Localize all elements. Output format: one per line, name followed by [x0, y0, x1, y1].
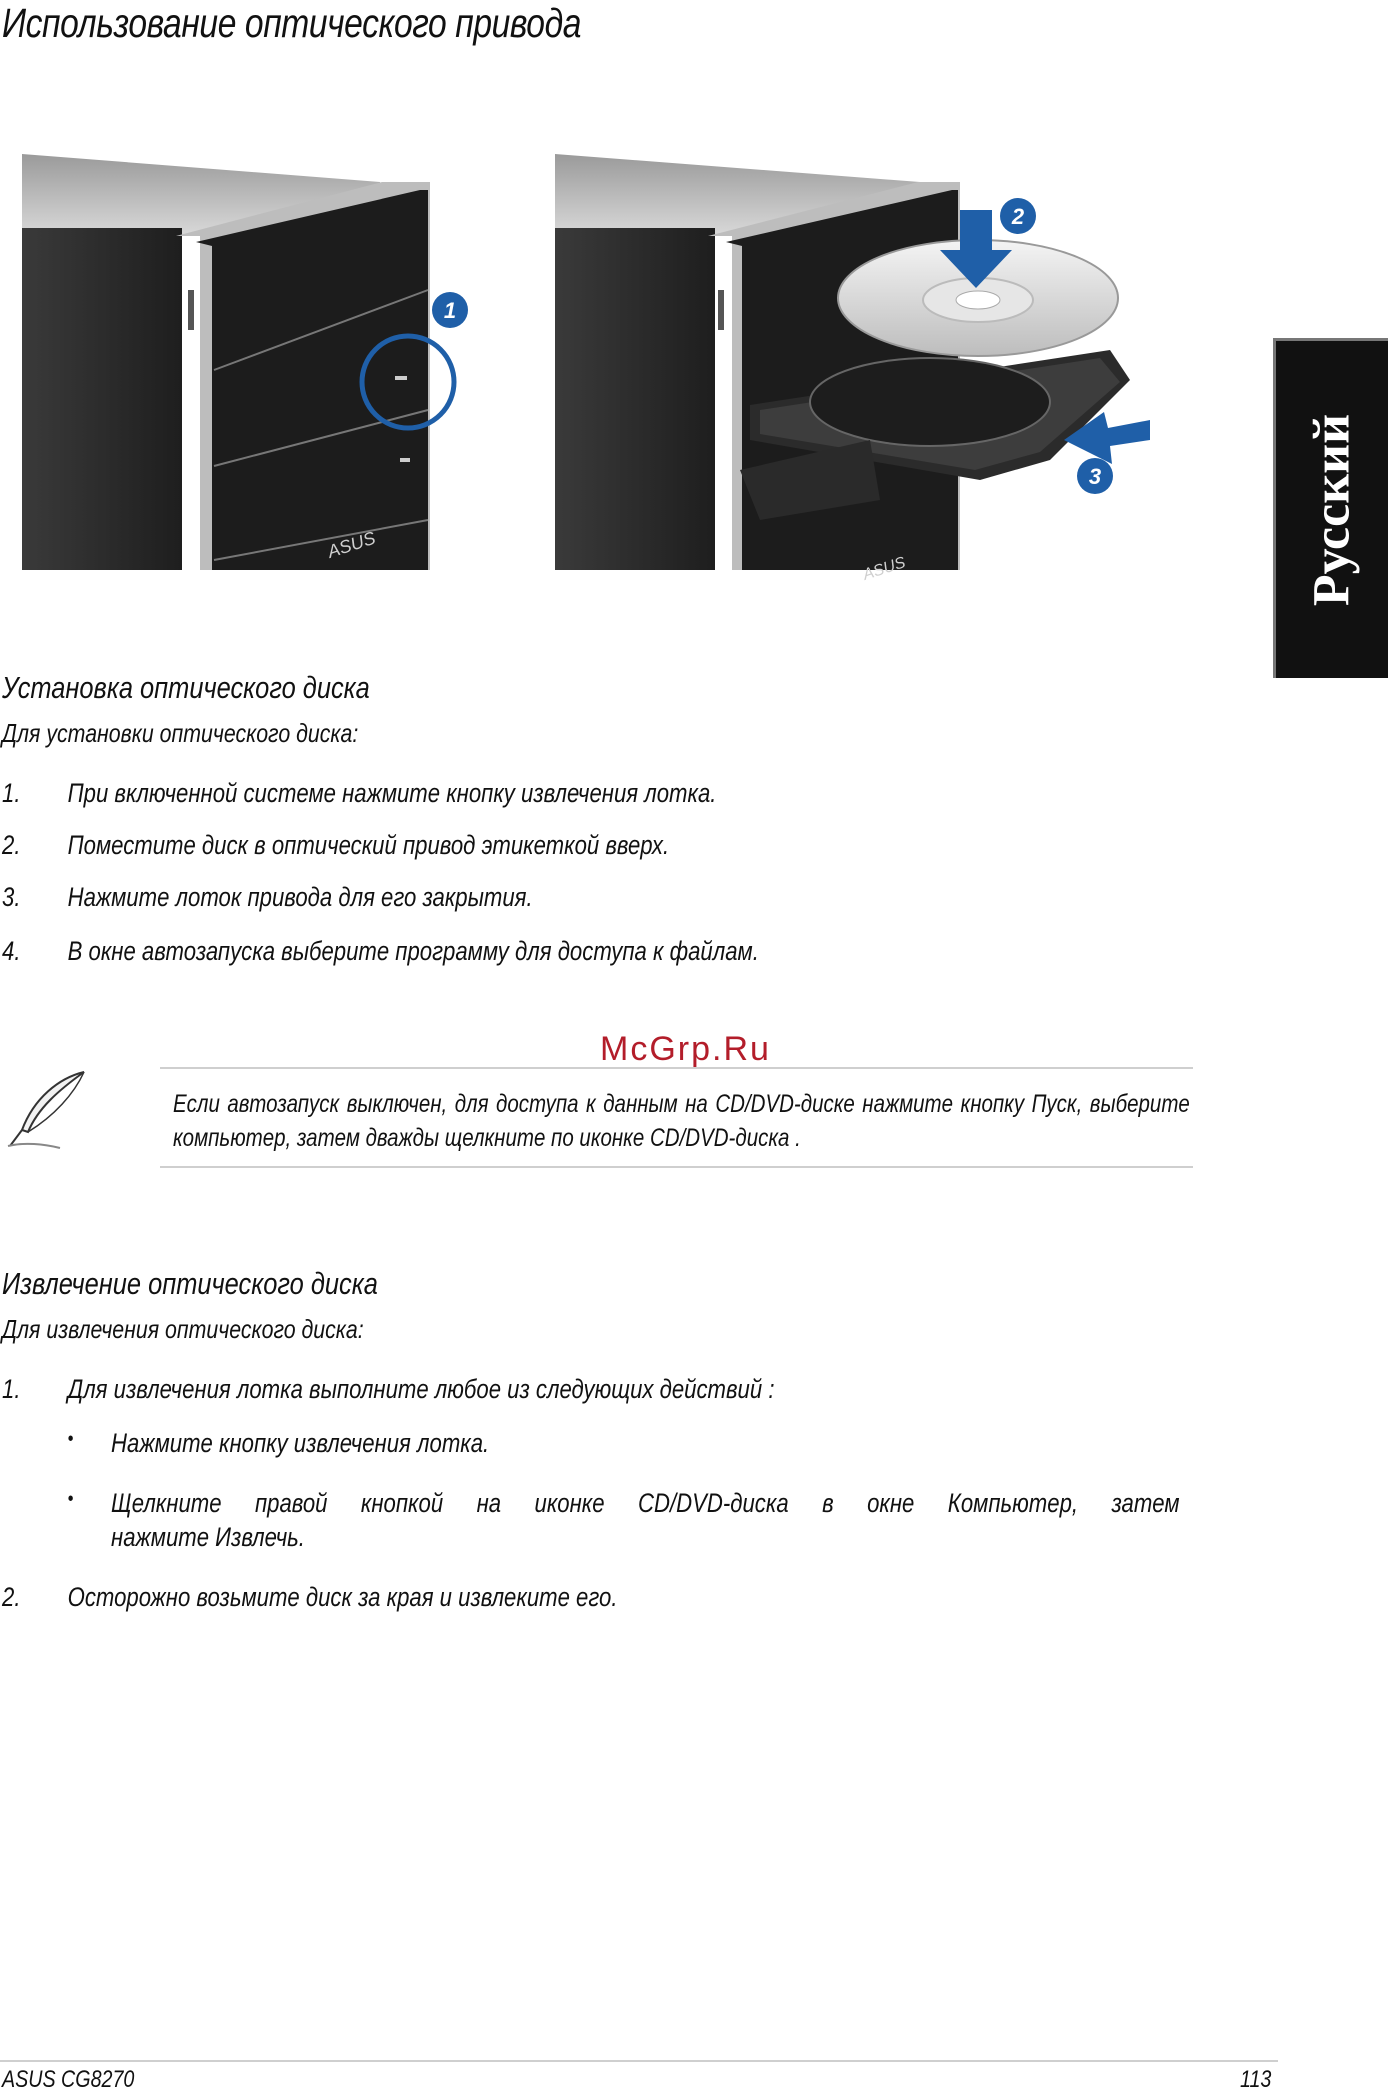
step-text: При включенной системе нажмите кнопку извлечения лотка. — [67, 778, 717, 808]
computer-left — [22, 154, 468, 570]
callout-3-badge — [1077, 458, 1113, 494]
page-number: 113 — [1240, 2066, 1272, 2093]
install-step-4 — [2, 936, 986, 970]
eject-bullet-1 — [2, 1428, 986, 1462]
bullet-text-line1: Щелкните правой кнопкой на иконке CD/DVD-диска в окне Компьютер, затем — [111, 1488, 1180, 1518]
watermark: McGrp.Ru — [600, 1030, 771, 1068]
install-step-3 — [2, 882, 986, 916]
step-number: 2. — [2, 830, 21, 860]
footer-model: ASUS CG8270 — [2, 2066, 135, 2093]
note-box — [160, 1067, 1193, 1168]
step-number: 4. — [2, 936, 21, 966]
optical-drive-illustration — [0, 140, 1200, 600]
step-text: Нажмите лоток привода для его закрытия. — [67, 882, 533, 912]
eject-step-1 — [2, 1374, 986, 1408]
language-tab — [1273, 338, 1388, 678]
page-title: Использование оптического привода — [2, 0, 582, 46]
language-tab-label: Русский — [1303, 413, 1361, 606]
eject-heading: Извлечение оптического диска — [2, 1266, 378, 1301]
note-feather-icon — [4, 1068, 90, 1150]
install-heading: Установка оптического диска — [2, 670, 370, 705]
asus-logo-right: ASUS — [860, 554, 908, 584]
step-number: 2. — [2, 1582, 21, 1612]
eject-step-2 — [2, 1582, 986, 1616]
svg-text:3: 3 — [1088, 464, 1102, 489]
step-number: 3. — [2, 882, 21, 912]
computer-right — [555, 154, 1150, 584]
step-text: Для извлечения лотка выполните любое из следующих действий : — [67, 1374, 775, 1404]
bullet-text-line2: нажмите Извлечь. — [111, 1522, 305, 1552]
install-step-1 — [2, 778, 986, 812]
callout-2-badge — [1000, 198, 1036, 234]
footer-divider — [0, 2060, 1278, 2062]
eject-bullet-2-cont — [2, 1522, 986, 1556]
eject-bullet-2 — [2, 1488, 1191, 1522]
bullet-mark: • — [67, 1428, 74, 1450]
install-intro: Для установки оптического диска: — [2, 718, 359, 748]
svg-text:1: 1 — [443, 298, 457, 323]
bullet-mark: • — [67, 1488, 74, 1510]
eject-intro: Для извлечения оптического диска: — [2, 1314, 364, 1344]
step-text: Поместите диск в оптический привод этикеткой вверх. — [67, 830, 670, 860]
step-text: В окне автозапуска выберите программу для доступа к файлам. — [67, 936, 759, 966]
note-text: Если автозапуск выключен, для доступа к данным на CD/DVD-диске нажмите кнопку Пуск, выберите компьютер, затем дважды щелкните по иконке CD/DVD-диска . — [173, 1090, 1190, 1152]
step-number: 1. — [2, 1374, 21, 1404]
bullet-text: Нажмите кнопку извлечения лотка. — [111, 1428, 490, 1458]
svg-text:2: 2 — [1011, 204, 1025, 229]
step-text: Осторожно возьмите диск за края и извлеките его. — [67, 1582, 618, 1612]
asus-logo-left: ASUS — [325, 527, 378, 562]
step-number: 1. — [2, 778, 21, 808]
install-step-2 — [2, 830, 986, 864]
callout-1-badge — [432, 292, 468, 328]
